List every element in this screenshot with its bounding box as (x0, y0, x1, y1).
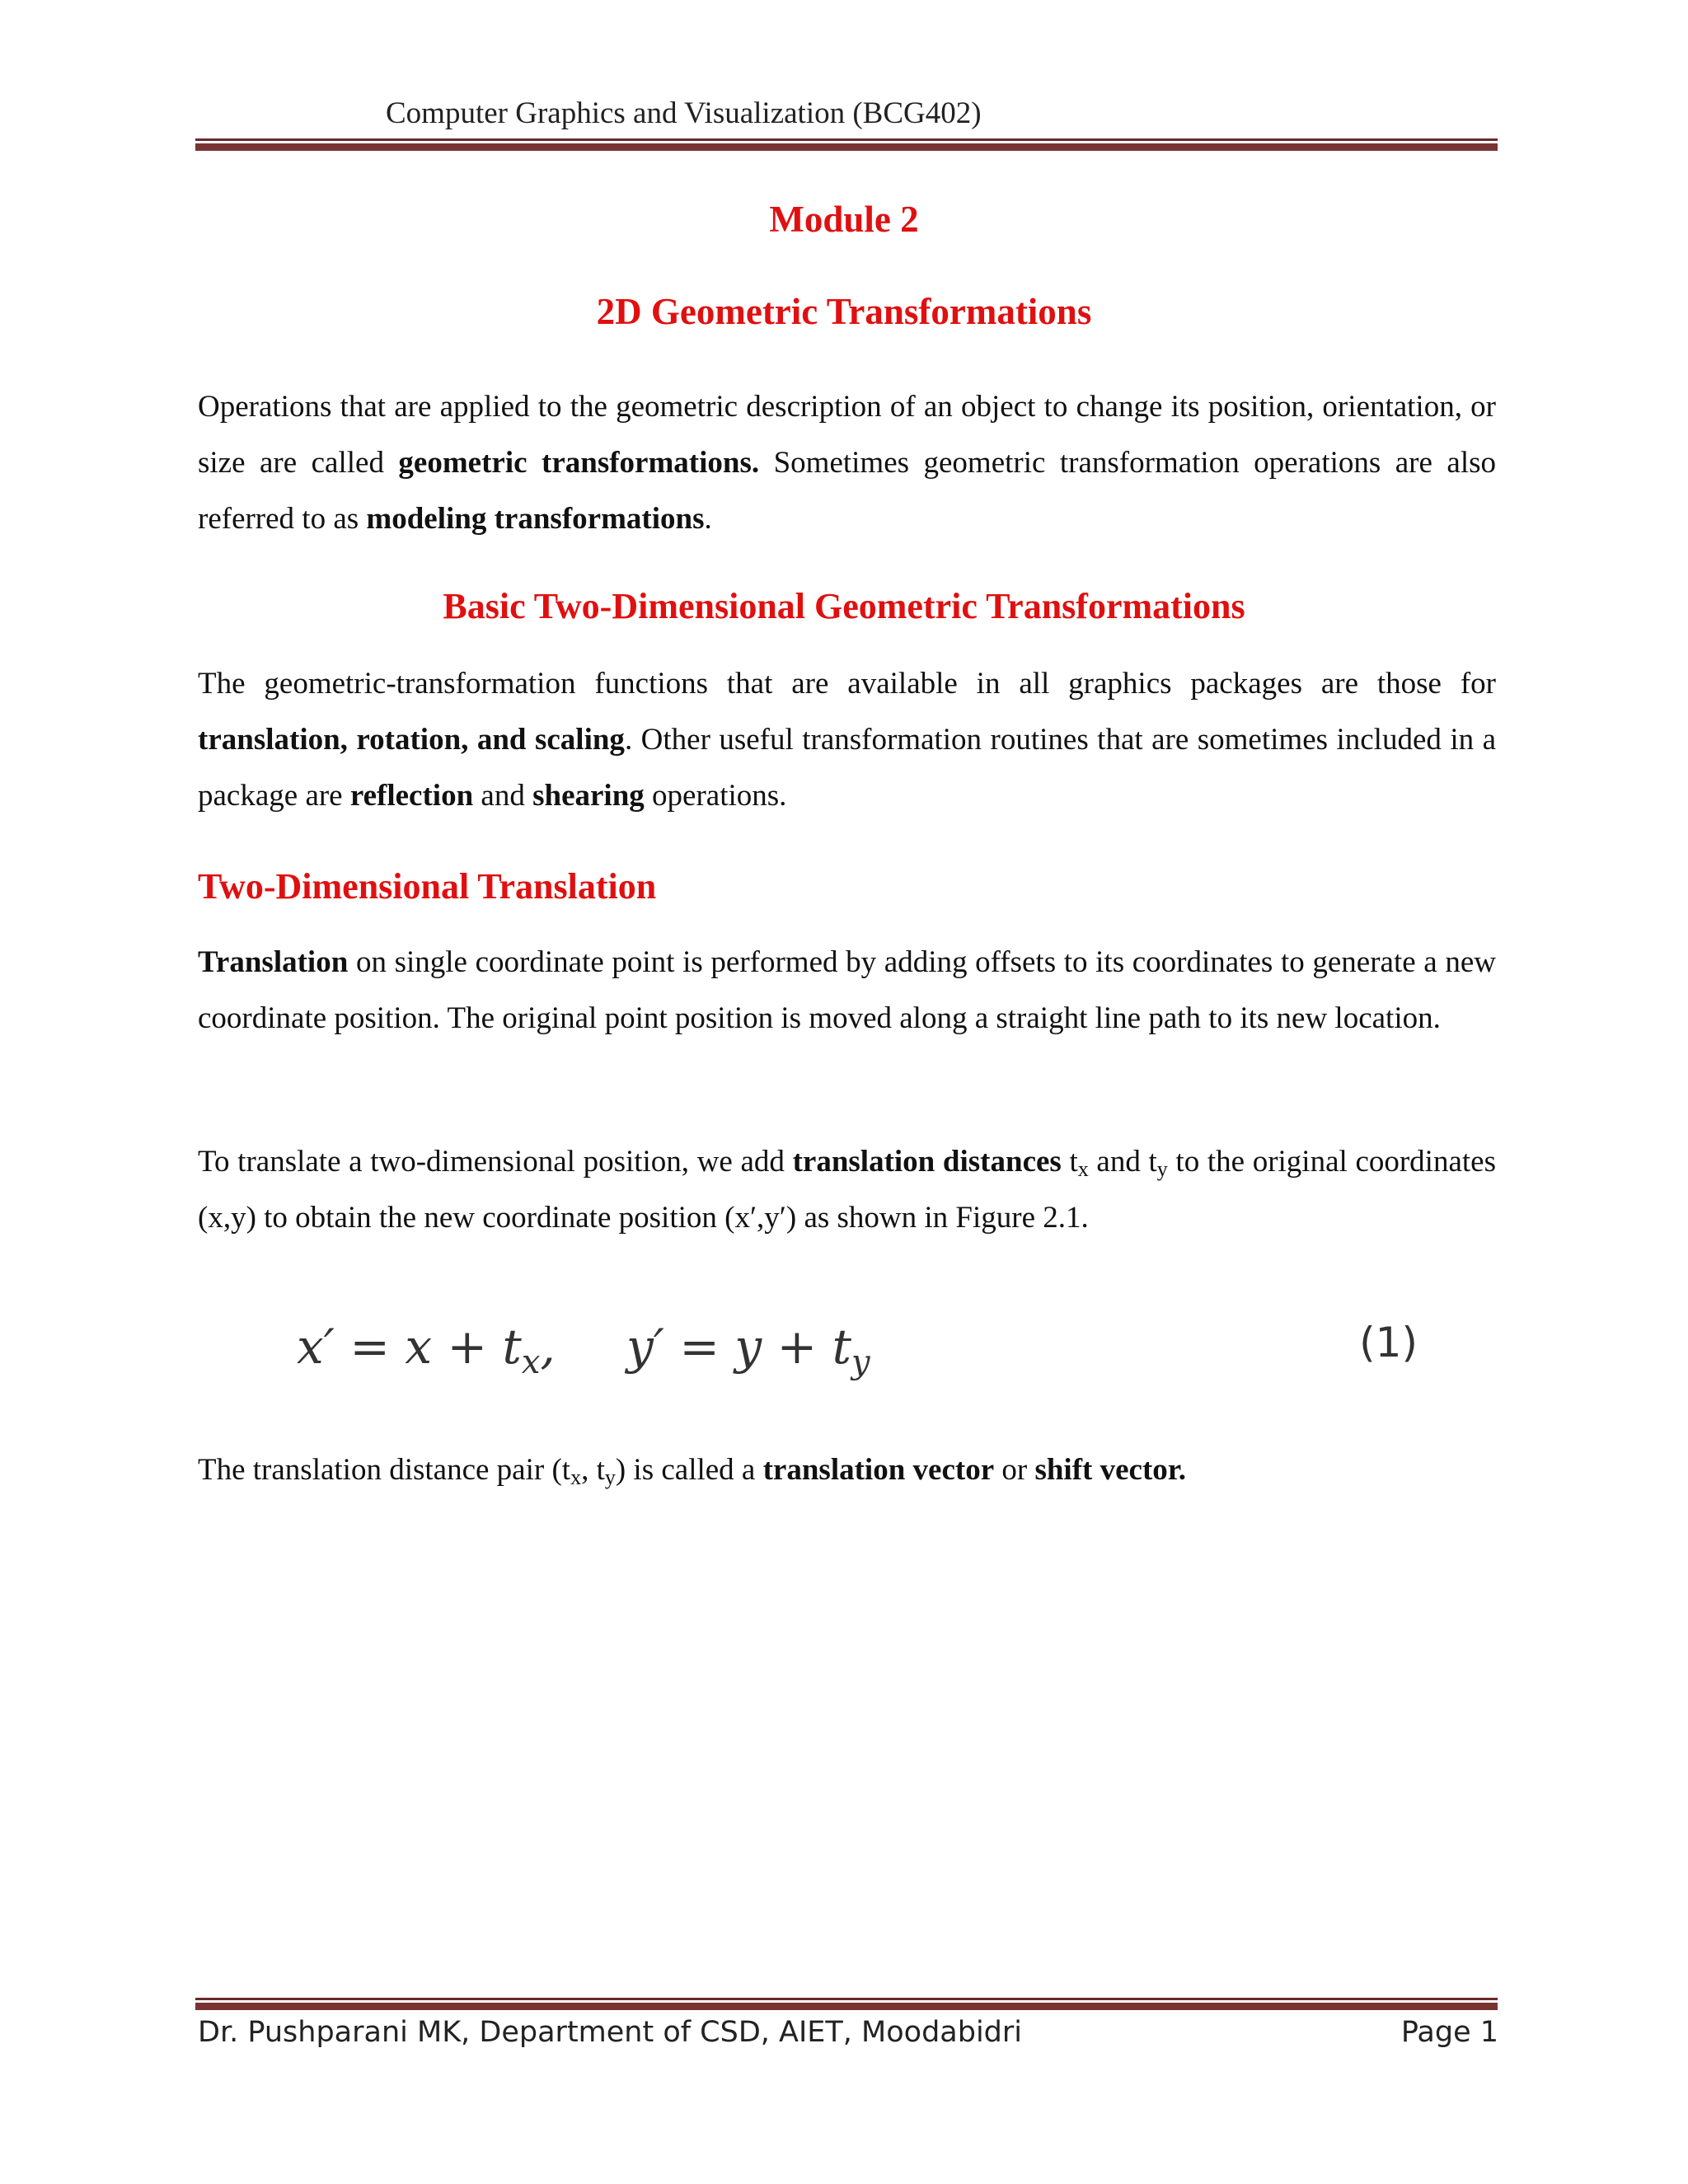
page-title: 2D Geometric Transformations (596, 291, 1092, 332)
footer-author: Dr. Pushparani MK, Department of CSD, AIET, Moodabidri (198, 2016, 1023, 2049)
basic-paragraph: The geometric-transformation functions that are available in all graphics packages are those for translation, rotation, and scaling. Other useful transformation routines that are sometimes included in a package are reflection and shearing operations. (198, 667, 1497, 813)
translation-vector-paragraph: The translation distance pair ($t_x$, $t_y$) is called a translation vector or shift vector. (198, 1453, 1187, 1489)
translation-distances-paragraph: To translate a two-dimensional position, we add translation distances $t_x$ and $t_y$ to the original coordinates (x,y) to obtain the new coordinate position (x′,y′) as shown in Figure 2.1. (198, 1145, 1496, 1235)
module-label: Module 2 (769, 199, 919, 240)
running-header: Computer Graphics and Visualization (BCG402) (386, 96, 982, 130)
section-heading-translation: Two-Dimensional Translation (198, 866, 657, 907)
equation-number: (1) (1359, 1319, 1418, 1366)
translation-equation (297, 1319, 1418, 1385)
section-heading-basic: Basic Two-Dimensional Geometric Transformations (443, 586, 1245, 626)
footer-rule (195, 1998, 1498, 2010)
page-number: Page 1 (1400, 2016, 1498, 2049)
header-rule (195, 138, 1498, 151)
equation-y: $y' = y + t_y$ (626, 1319, 870, 1381)
translation-paragraph: Translation on single coordinate point is performed by adding offsets to its coordinates to generate a new coordinate position. The original point position is moved along a straight line path to its new location. (198, 945, 1496, 1035)
equation-x: $x' = x + t_x$, (297, 1319, 556, 1381)
intro-paragraph: Operations that are applied to the geometric description of an object to change its position, orientation, or size are called geometric transformations. Sometimes geometric transformation operations are also referred to as modeling transformations. (198, 390, 1496, 536)
